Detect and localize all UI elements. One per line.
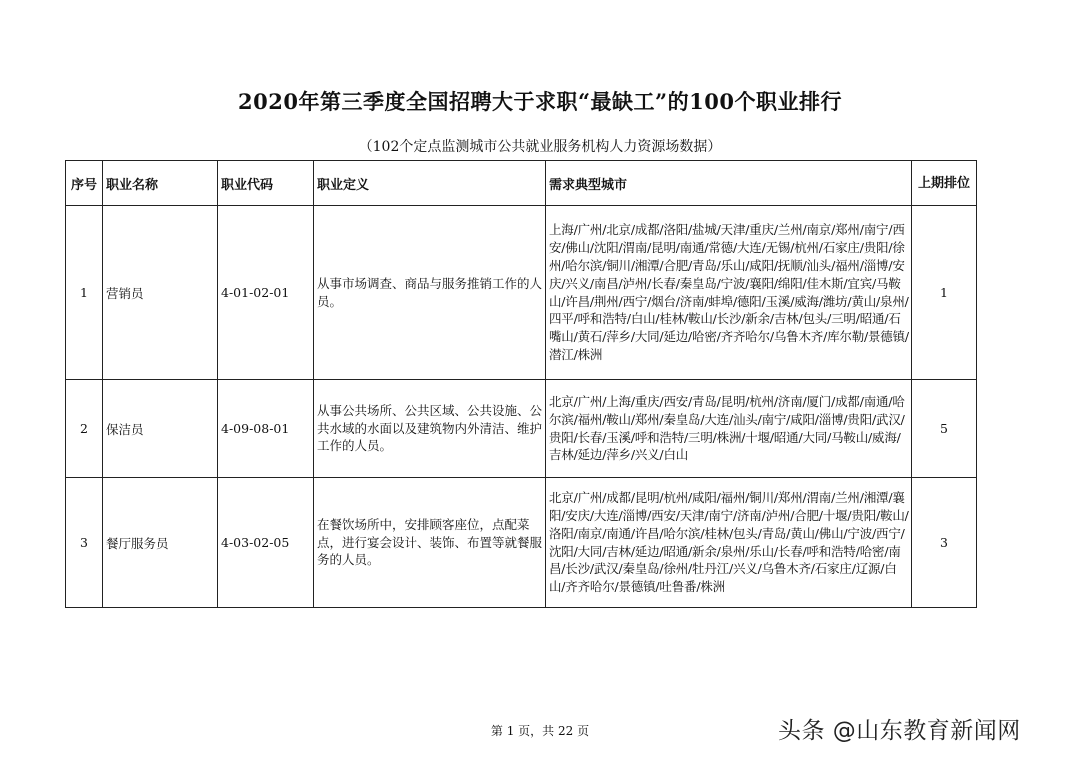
cell-cities: 上海/广州/北京/成都/洛阳/盐城/天津/重庆/兰州/南京/郑州/南宁/西安/佛山/沈阳/渭南/昆明/南通/常德/大连/无锡/杭州/石家庄/贵阳/徐州/哈尔滨/铜川/湘潭/合肥/青岛/乐山/咸阳/抚顺/汕头/福州/淄博/安庆/兴义/南昌/泸州/长春/秦皇岛/宁波/襄阳/绵阳/佳木斯/宜宾/马鞍山/许昌/荆州/西宁/烟台/济南/蚌埠/德阳/玉溪/威海/潍坊/黄山/泉州/四平/呼和浩特/白山/桂林/鞍山/长沙/新余/吉林/包头/三明/昭通/石嘴山/黄石/萍乡/大同/延边/哈密/齐齐哈尔/乌鲁木齐/库尔勒/景德镇/潜江/株洲 [546, 206, 912, 380]
watermark-text: 头条 @山东教育新闻网 [778, 718, 1021, 744]
cell-definition: 在餐饮场所中，安排顾客座位，点配菜点，进行宴会设计、装饰、布置等就餐服务的人员。 [314, 478, 546, 608]
cell-name: 餐厅服务员 [103, 478, 218, 608]
header-definition: 职业定义 [314, 161, 546, 206]
cell-cities: 北京/广州/上海/重庆/西安/青岛/昆明/杭州/济南/厦门/成都/南通/哈尔滨/福州/鞍山/郑州/秦皇岛/大连/汕头/南宁/咸阳/淄博/贵阳/武汉/贵阳/长春/玉溪/呼和浩特/三明/株洲/十堰/昭通/大同/马鞍山/威海/吉林/延边/萍乡/兴义/白山 [546, 380, 912, 478]
cell-cities: 北京/广州/成都/昆明/杭州/咸阳/福州/铜川/郑州/渭南/兰州/湘潭/襄阳/安庆/大连/淄博/西安/天津/南宁/济南/泸州/合肥/十堰/贵阳/鞍山/洛阳/南京/南通/许昌/哈尔滨/桂林/包头/青岛/黄山/佛山/宁波/西宁/沈阳/大同/吉林/延边/昭通/新余/泉州/乐山/长春/呼和浩特/哈密/南昌/长沙/武汉/秦皇岛/徐州/牡丹江/兴义/乌鲁木齐/石家庄/辽源/白山/齐齐哈尔/景德镇/吐鲁番/株洲 [546, 478, 912, 608]
table-row [66, 206, 977, 380]
cell-prev-rank: 5 [912, 380, 977, 478]
header-code: 职业代码 [218, 161, 314, 206]
cell-code: 4-09-08-01 [218, 380, 314, 478]
header-prev-rank: 上期排位 [912, 161, 977, 206]
page-number: 第 1 页，共 22 页 [490, 724, 590, 738]
cell-seq: 1 [66, 206, 103, 380]
cell-code: 4-03-02-05 [218, 478, 314, 608]
header-cities: 需求典型城市 [546, 161, 912, 206]
cell-prev-rank: 1 [912, 206, 977, 380]
header-name: 职业名称 [103, 161, 218, 206]
cell-code: 4-01-02-01 [218, 206, 314, 380]
occupation-table [65, 160, 977, 608]
cell-definition: 从事公共场所、公共区域、公共设施、公共水域的水面以及建筑物内外清洁、维护工作的人员。 [314, 380, 546, 478]
cell-definition: 从事市场调查、商品与服务推销工作的人员。 [314, 206, 546, 380]
document-title: 2020年第三季度全国招聘大于求职“最缺工”的100个职业排行 [238, 89, 842, 114]
cell-name: 营销员 [103, 206, 218, 380]
cell-seq: 3 [66, 478, 103, 608]
cell-seq: 2 [66, 380, 103, 478]
cell-prev-rank: 3 [912, 478, 977, 608]
document-subtitle: （102个定点监测城市公共就业服务机构人力资源场数据） [358, 139, 722, 155]
table-header-row [66, 161, 977, 206]
header-seq: 序号 [66, 161, 103, 206]
cell-name: 保洁员 [103, 380, 218, 478]
table-row [66, 478, 977, 608]
table-row [66, 380, 977, 478]
